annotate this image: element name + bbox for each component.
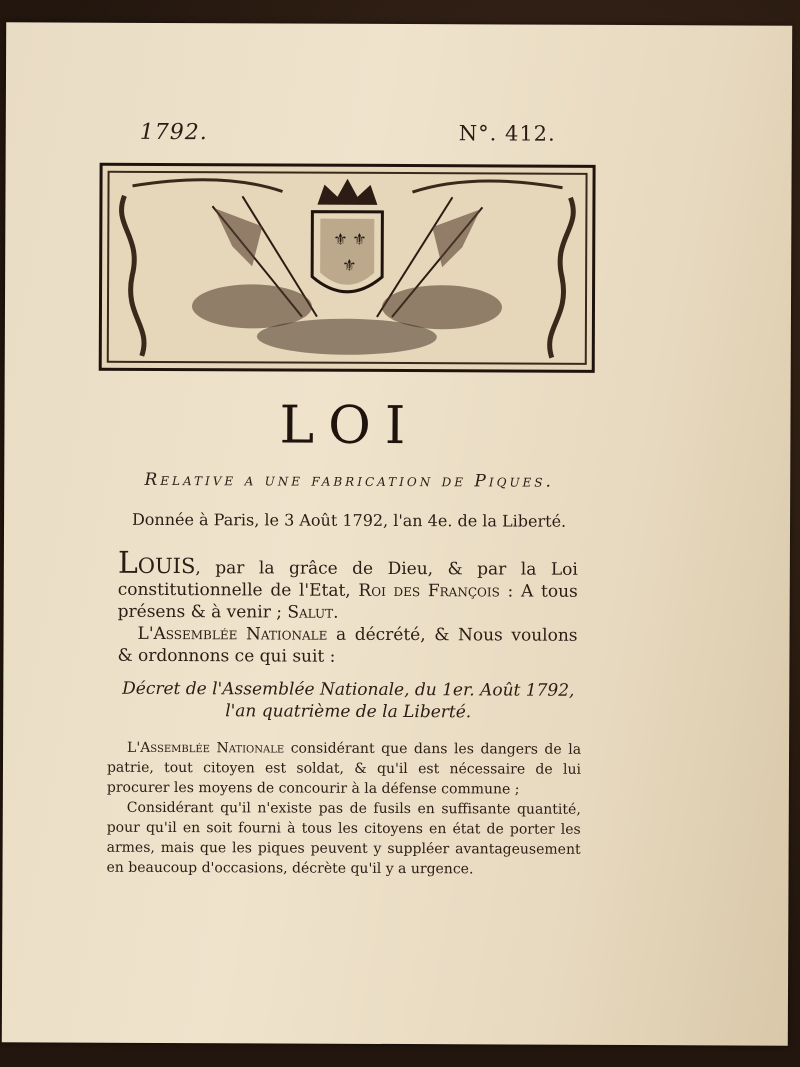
decree-heading xyxy=(103,678,593,724)
svg-text:⚜: ⚜ xyxy=(342,255,357,275)
preamble-paragraph xyxy=(117,545,578,625)
preamble-text-1: , par la grâce de Dieu, & par la Loi constitutionnelle de l'Etat, xyxy=(117,558,578,601)
enacting-paragraph xyxy=(117,623,577,669)
preamble-roi: Roi des François xyxy=(358,580,500,602)
body-paragraph-2: Considérant qu'il n'existe pas de fusils en suffisante quantité, pour qu'il en soit fourni à tous les citoyens en état de porter les armes, mais que les piques peuvent y suppléer avantageusement en beaucoup d'occasions, décrète qu'il y a urgence. xyxy=(106,799,581,878)
page-title: LOI xyxy=(279,395,420,457)
decree-line-1: Décret de l'Assemblée Nationale, du 1er. Août 1792, xyxy=(122,678,575,701)
svg-text:⚜: ⚜ xyxy=(352,229,367,249)
preamble xyxy=(117,545,578,669)
decree-body xyxy=(106,738,581,880)
document-number: N°. 412. xyxy=(458,121,556,146)
date-given: Donnée à Paris, le 3 Août 1792, l'an 4e. de la Liberté. xyxy=(131,509,567,531)
law-subtitle: Relative a une fabrication de Piques. xyxy=(144,469,555,492)
preamble-salut: Salut. xyxy=(287,602,339,623)
preamble-text-2: : A tous présens & à venir ; xyxy=(117,581,578,623)
document-page xyxy=(2,22,792,1045)
royal-coat-of-arms-icon xyxy=(102,166,593,370)
body-assemblee: L'Assemblée Nationale xyxy=(127,739,285,757)
svg-text:⚜: ⚜ xyxy=(333,229,348,249)
decree-line-2: l'an quatrième de la Liberté. xyxy=(225,701,472,723)
body-p1-text: considérant que dans les dangers de la patrie, tout citoyen est soldat, & qu'il est nécessaire de lui procurer les moyens de concourir à la défense commune ; xyxy=(106,740,582,798)
royal-arms-vignette xyxy=(99,163,596,373)
preamble-initial: Louis xyxy=(117,545,196,582)
body-paragraph-1 xyxy=(107,738,581,800)
document-year: 1792. xyxy=(139,119,208,146)
enacting-assemblee: L'Assemblée Nationale xyxy=(137,623,328,645)
header-line xyxy=(139,119,556,152)
enacting-text: a décrété, & Nous voulons & ordonnons ce qui suit : xyxy=(117,624,578,667)
